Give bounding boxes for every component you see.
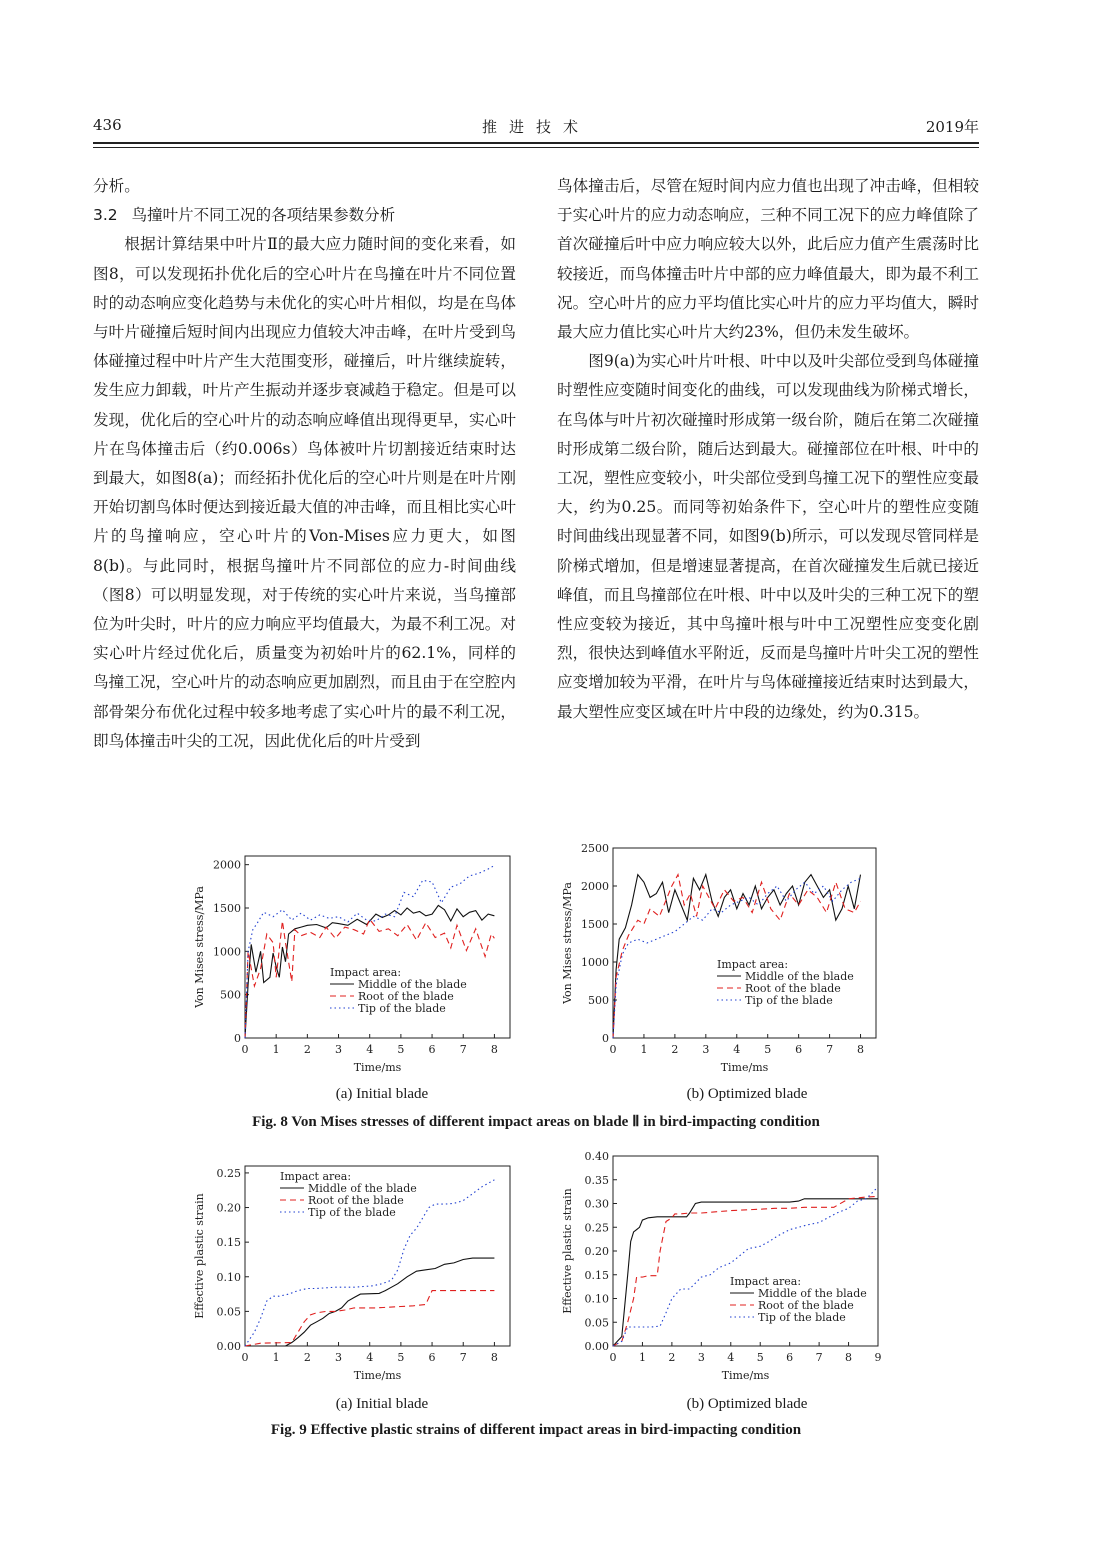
x-tick-label: 9 [874, 1351, 882, 1364]
y-tick-label: 2500 [581, 842, 609, 855]
y-axis-label: Effective plastic strain [561, 1188, 574, 1314]
y-tick-label: 0.40 [584, 1150, 609, 1163]
x-tick-label: 4 [366, 1351, 374, 1364]
legend-title: Impact area: [730, 1275, 802, 1288]
chart-fig9b [555, 1148, 895, 1398]
x-tick-label: 0 [609, 1043, 617, 1056]
right-column [557, 172, 979, 727]
legend-label: Root of the blade [358, 990, 454, 1003]
chart-fig9b-svg [555, 1148, 895, 1398]
y-tick-label: 0.30 [584, 1197, 609, 1211]
legend-label: Tip of the blade [745, 994, 833, 1007]
year: 2019年 [925, 118, 979, 136]
chart-fig8b-svg [555, 840, 895, 1086]
series-line-dashed [245, 1291, 494, 1346]
paragraph: 图9(a)为实心叶片叶根、叶中以及叶尖部位受到鸟体碰撞时塑性应变随时间变化的曲线，可以发现曲线为阶梯式增长，在鸟体与叶片初次碰撞时形成第一级台阶，随后在第二次碰撞时形成第二级台阶，随后达到最大。碰撞部位在叶根、叶中的工况，塑性应变较小，叶尖部位受到鸟撞工况下的塑性应变最大，约为0.25。而同等初始条件下，空心叶片的塑性应变随时间曲线出现显著不同，如图9(b)所示，可以发现尽管同样是阶梯式增加，但是增速显著提高，在首次碰撞发生后就已接近峰值，而且鸟撞部位在叶根、叶中以及叶尖的三种工况下的塑性应变较为接近，其中鸟撞叶根与叶中工况塑性应变变化剧烈，很快达到峰值水平附近，反而是鸟撞叶片叶尖工况的塑性应变增加较为平滑，在叶片与鸟体碰撞接近结束时达到最大，最大塑性应变区域在叶片中段的边缘处，约为0.315。 [557, 352, 979, 721]
y-tick-label: 0.25 [584, 1221, 609, 1235]
x-tick-label: 3 [697, 1351, 705, 1364]
plot-frame [613, 848, 876, 1038]
x-tick-label: 6 [795, 1043, 803, 1056]
x-tick-label: 7 [826, 1043, 834, 1056]
x-tick-label: 3 [335, 1351, 343, 1364]
chart-fig8a-svg [185, 848, 525, 1086]
y-tick-label: 2000 [581, 880, 609, 893]
left-column [93, 172, 516, 756]
legend-label: Middle of the blade [758, 1287, 867, 1300]
y-tick-label: 0.20 [216, 1201, 241, 1215]
x-tick-label: 5 [397, 1351, 405, 1364]
y-axis-label: Von Mises stress/MPa [561, 882, 574, 1004]
section-title: 鸟撞叶片不同工况的各项结果参数分析 [131, 206, 396, 225]
x-tick-label: 2 [303, 1351, 311, 1364]
journal-name: 推进技术 [481, 118, 590, 136]
x-tick-label: 5 [764, 1043, 772, 1056]
y-axis-label: Von Mises stress/MPa [193, 886, 206, 1008]
y-tick-label: 0.10 [584, 1292, 609, 1306]
x-axis-label: Time/ms [721, 1369, 770, 1382]
y-tick-label: 0.00 [216, 1340, 241, 1353]
y-tick-label: 500 [220, 988, 241, 1002]
y-tick-label: 0.00 [584, 1340, 609, 1353]
paragraph: 根据计算结果中叶片Ⅱ的最大应力随时间的变化来看，如图8，可以发现拓扑优化后的空心叶片在鸟撞在叶片不同位置时的动态响应变化趋势与未优化的实心叶片相似，均是在鸟体与叶片碰撞后短时间内出现应力值较大冲击峰，在叶片受到鸟体碰撞过程中叶片产生大范围变形，碰撞后，叶片继续旋转，发生应力卸载，叶片产生振动并逐步衰减趋于稳定。但是可以发现，优化后的空心叶片的动态响应峰值出现得更早，实心叶片在鸟体撞击后（约0.006s）鸟体被叶片切割接近结束时达到最大，如图8(a)；而经拓扑优化后的空心叶片则是在叶片刚开始切割鸟体时便达到接近最大值的冲击峰，而且相比实心叶片的鸟撞响应，空心叶片的Von-Mises应力更大，如图8(b)。与此同时，根据鸟撞叶片不同部位的应力-时间曲线（图8）可以明显发现，对于传统的实心叶片来说，当鸟撞部位为叶尖时，叶片的应力响应平均值最大，为最不利工况。对实心叶片经过优化后，质量变为初始叶片的62.1%，同样的鸟撞工况，空心叶片的动态响应更加剧烈，而且由于在空腔内部骨架分布优化过程中较多地考虑了实心叶片的最不利工况，即鸟体撞击叶尖的工况，因此优化后的叶片受到 [93, 235, 516, 750]
legend-label: Middle of the blade [745, 970, 854, 983]
x-tick-label: 7 [459, 1351, 467, 1364]
legend-title: Impact area: [717, 958, 789, 971]
section-heading [93, 201, 516, 230]
x-tick-label: 2 [671, 1043, 679, 1056]
x-tick-label: 6 [428, 1351, 436, 1364]
legend-label: Root of the blade [308, 1194, 404, 1207]
x-tick-label: 2 [303, 1043, 311, 1056]
legend-label: Tip of the blade [758, 1311, 846, 1324]
y-tick-label: 500 [588, 994, 609, 1007]
x-tick-label: 8 [845, 1351, 853, 1364]
header-rule-thin [93, 147, 979, 148]
legend-label: Tip of the blade [308, 1206, 396, 1219]
y-tick-label: 0.05 [584, 1316, 609, 1330]
x-tick-label: 1 [272, 1043, 280, 1056]
y-tick-label: 0.35 [584, 1173, 609, 1187]
x-tick-label: 8 [490, 1351, 498, 1364]
legend-title: Impact area: [330, 966, 402, 979]
page-header [93, 116, 979, 142]
x-tick-label: 7 [459, 1043, 467, 1056]
y-tick-label: 1500 [581, 918, 609, 931]
y-tick-label: 0 [234, 1032, 241, 1045]
legend-label: Tip of the blade [358, 1002, 446, 1015]
x-tick-label: 7 [815, 1351, 823, 1364]
x-tick-label: 0 [241, 1043, 249, 1056]
chart-fig8a [185, 848, 525, 1086]
x-tick-label: 1 [638, 1351, 646, 1364]
legend-label: Root of the blade [758, 1299, 854, 1312]
y-tick-label: 1500 [213, 902, 241, 915]
x-tick-label: 4 [727, 1351, 735, 1364]
legend-label: Middle of the blade [308, 1182, 417, 1195]
y-tick-label: 0.25 [216, 1166, 241, 1180]
y-tick-label: 0.05 [216, 1305, 241, 1319]
y-tick-label: 1000 [213, 945, 241, 959]
x-tick-label: 8 [857, 1043, 865, 1056]
legend-label: Root of the blade [745, 982, 841, 995]
y-tick-label: 0.15 [216, 1236, 241, 1250]
paragraph: 分析。 [93, 177, 140, 195]
header-rule [93, 142, 979, 144]
x-tick-label: 6 [428, 1043, 436, 1056]
chart-fig8b [555, 840, 895, 1086]
x-tick-label: 1 [272, 1351, 280, 1364]
x-tick-label: 3 [335, 1043, 343, 1056]
subcaption-9a: (a) Initial blade [335, 1396, 429, 1412]
series-line-solid [245, 1258, 494, 1346]
x-tick-label: 2 [668, 1351, 676, 1364]
subcaption-9b: (b) Optimized blade [686, 1396, 808, 1412]
figure-caption-8: Fig. 8 Von Mises stresses of different impact areas on blade Ⅱ in bird-impacting condition [252, 1114, 820, 1130]
figure-caption-9: Fig. 9 Effective plastic strains of different impact areas in bird-impacting condition [270, 1422, 802, 1438]
x-tick-label: 5 [397, 1043, 405, 1056]
x-tick-label: 3 [702, 1043, 710, 1056]
y-tick-label: 1000 [581, 956, 609, 969]
subcaption-8b: (b) Optimized blade [686, 1086, 808, 1102]
y-tick-label: 0.20 [584, 1245, 609, 1258]
chart-fig9a-svg [185, 1158, 525, 1398]
legend-title: Impact area: [280, 1170, 352, 1183]
x-tick-label: 0 [609, 1351, 617, 1364]
x-tick-label: 1 [640, 1043, 648, 1056]
y-tick-label: 0.15 [584, 1268, 609, 1282]
x-tick-label: 4 [366, 1043, 374, 1056]
page-number: 436 [93, 116, 122, 134]
x-tick-label: 8 [490, 1043, 498, 1056]
y-tick-label: 2000 [213, 858, 241, 872]
x-axis-label: Time/ms [353, 1061, 402, 1074]
y-tick-label: 0.10 [216, 1270, 241, 1284]
subcaption-8a: (a) Initial blade [335, 1086, 429, 1102]
x-axis-label: Time/ms [720, 1061, 769, 1074]
y-tick-label: 0 [602, 1032, 609, 1045]
x-tick-label: 6 [786, 1351, 794, 1364]
series-line-dashed [613, 875, 861, 1038]
x-tick-label: 5 [756, 1351, 764, 1364]
x-axis-label: Time/ms [353, 1369, 402, 1382]
legend-label: Middle of the blade [358, 978, 467, 991]
chart-fig9a [185, 1158, 525, 1398]
x-tick-label: 4 [733, 1043, 741, 1056]
x-tick-label: 0 [241, 1351, 249, 1364]
section-number: 3.2 [93, 206, 118, 225]
y-axis-label: Effective plastic strain [193, 1193, 206, 1319]
paragraph: 鸟体撞击后，尽管在短时间内应力值也出现了冲击峰，但相较于实心叶片的应力动态响应，三种不同工况下的应力峰值除了首次碰撞后叶中应力响应较大以外，此后应力值产生震荡时比较接近，而鸟体撞击叶片中部的应力峰值最大，即为最不利工况。空心叶片的应力平均值比实心叶片的应力平均值大，瞬时最大应力值比实心叶片大约23%，但仍未发生破坏。 [557, 177, 979, 342]
series-line-solid [613, 875, 861, 1038]
